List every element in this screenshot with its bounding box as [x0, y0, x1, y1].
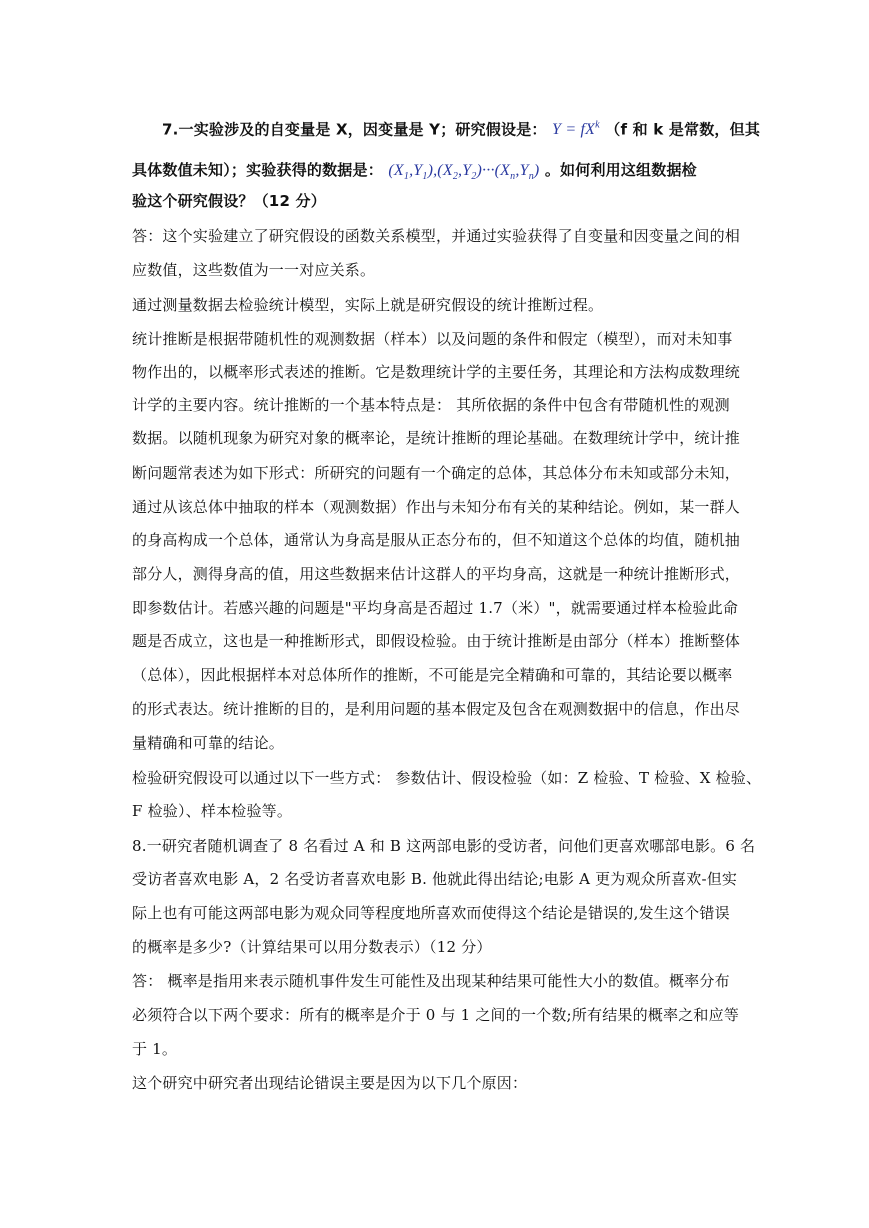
- q7-line2-prefix: 具体数值未知）；实验获得的数据是：: [132, 161, 383, 179]
- hypothesis-formula: $Y = fX^k$: [552, 120, 600, 139]
- answer7-line: 部分人，测得身高的值，用这些数据来估计这群人的平均身高，这就是一种统计推断形式，: [132, 565, 741, 583]
- q8-line: 际上也有可能这两部电影为观众同等程度地所喜欢而使得这个结论是错误的,发生这个错误: [132, 904, 730, 922]
- answer7-line: 检验研究假设可以通过以下一些方式： 参数估计、假设检验（如：Z 检验、T 检验、X 检验、: [132, 769, 762, 787]
- answer7-line: 量精确和可靠的结论。: [132, 734, 285, 752]
- answer7-line: 通过从该总体中抽取的样本（观测数据）作出与未知分布有关的某种结论。例如，某一群人: [132, 498, 741, 516]
- answer7-line: 统计推断是根据带随机性的观测数据（样本）以及问题的条件和假定（模型），而对未知事: [132, 330, 733, 348]
- q7-line-2: [132, 160, 697, 187]
- answer7-line: 计学的主要内容。统计推断的一个基本特点是： 其所依据的条件中包含有带随机性的观测: [132, 396, 730, 414]
- answer7-line: （总体），因此根据样本对总体所作的推断，不可能是完全精确和可靠的，其结论要以概率: [132, 666, 733, 684]
- q7-line-3: 验这个研究假设？（12 分）: [132, 192, 326, 210]
- answer7-line: 的形式表达。统计推断的目的，是利用问题的基本假定及包含在观测数据中的信息，作出尽: [132, 700, 741, 718]
- answer7-line: 物作出的，以概率形式表述的推断。它是数理统计学的主要任务，其理论和方法构成数理统: [132, 363, 741, 381]
- answer7-line: 即参数估计。若感兴趣的问题是"平均身高是否超过 1.7（米）"，就需要通过样本检验此命: [132, 599, 739, 617]
- q8-line: 8.一研究者随机调查了 8 名看过 A 和 B 这两部电影的受访者，问他们更喜欢哪部电影。6 名: [132, 837, 756, 855]
- answer7-line: 断问题常表述为如下形式：所研究的问题有一个确定的总体，其总体分布未知或部分未知，: [132, 464, 741, 482]
- answer7-line: 答：这个实验建立了研究假设的函数关系模型，并通过实验获得了自变量和因变量之间的相: [132, 227, 741, 245]
- q7-line-1: [162, 116, 760, 140]
- answer8-line: 这个研究中研究者出现结论错误主要是因为以下几个原因：: [132, 1074, 528, 1092]
- q7-line2-suffix: 。如何利用这组数据检: [544, 161, 697, 179]
- answer7-line: 通过测量数据去检验统计模型，实际上就是研究假设的统计推断过程。: [132, 296, 604, 314]
- answer8-line: 于 1。: [132, 1040, 178, 1058]
- answer7-line: 的身高构成一个总体，通常认为身高是服从正态分布的，但不知道这个总体的均值，随机抽: [132, 531, 741, 549]
- answer8-line: 答： 概率是指用来表示随机事件发生可能性及出现某种结果可能性大小的数值。概率分布: [132, 972, 730, 990]
- q8-line: 受访者喜欢电影 A，2 名受访者喜欢电影 B. 他就此得出结论;电影 A 更为观众所喜欢-但实: [132, 870, 738, 888]
- answer8-line: 必须符合以下两个要求：所有的概率是介于 0 与 1 之间的一个数;所有结果的概率之和应等: [132, 1006, 740, 1024]
- q7-line1-suffix: （f 和 k 是常数，但其: [605, 120, 761, 139]
- answer7-line: 数据。以随机现象为研究对象的概率论，是统计推断的理论基础。在数理统计学中，统计推: [132, 429, 741, 447]
- q7-line1-prefix: 7.一实验涉及的自变量是 X，因变量是 Y；研究假设是：: [162, 120, 547, 139]
- answer7-line: 题是否成立，这也是一种推断形式，即假设检验。由于统计推断是由部分（样本）推断整体: [132, 632, 741, 650]
- q8-line: 的概率是多少?（计算结果可以用分数表示）（12 分）: [132, 938, 492, 956]
- answer7-line: 应数值，这些数值为一一对应关系。: [132, 261, 376, 279]
- answer7-line: F 检验）、样本检验等。: [132, 802, 293, 820]
- data-formula: $(X_1,Y_1),(X_2,Y_2)\cdot\cdot\cdot(X_n,Y_n)$: [388, 162, 540, 183]
